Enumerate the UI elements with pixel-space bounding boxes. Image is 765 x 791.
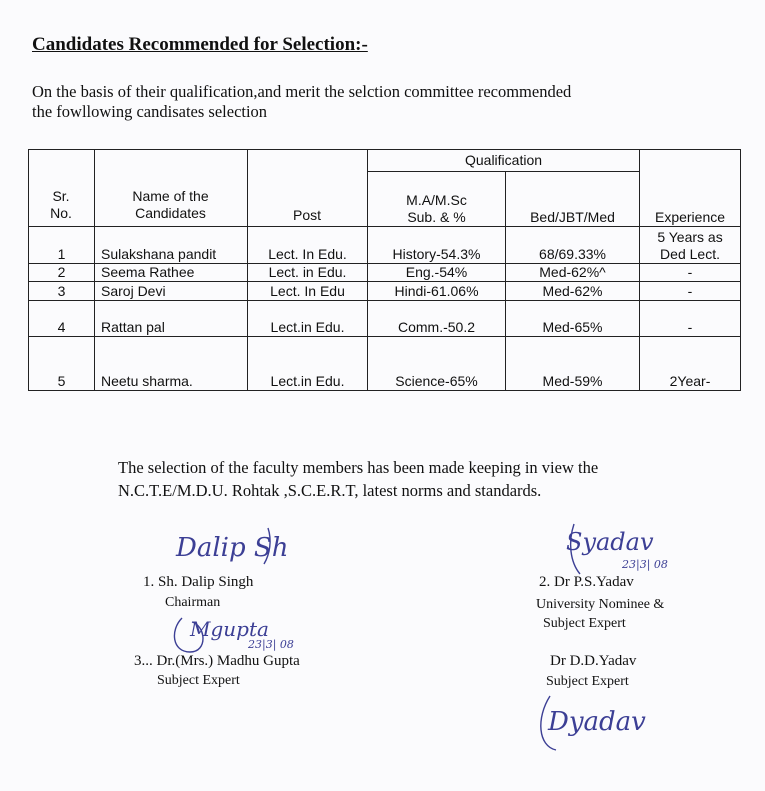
- signatory-2-name: 2. Dr P.S.Yadav: [539, 574, 634, 590]
- signatory-2-role-1: University Nominee &: [536, 597, 665, 612]
- row-4-post: Lect.in Edu.: [248, 301, 368, 337]
- row-3-bed: Med-62%: [506, 282, 640, 301]
- signature-dalip-singh: [172, 520, 312, 572]
- svg-text:23|3| 08: 23|3| 08: [248, 638, 294, 651]
- row-1-sr: 1: [29, 227, 95, 264]
- row-2-name: Seema Rathee: [95, 264, 248, 282]
- closing-line-2: N.C.T.E/M.D.U. Rohtak ,S.C.E.R.T, latest norms and standards.: [118, 481, 542, 500]
- row-4-experience: -: [640, 301, 741, 337]
- row-5-post: Lect.in Edu.: [248, 337, 368, 391]
- header-name-line1: Name of the: [132, 188, 209, 204]
- svg-text:Dalip Sh: Dalip Sh: [176, 533, 289, 563]
- row-5-subject: Science-65%: [368, 337, 506, 391]
- table-row: [29, 282, 741, 301]
- header-sr-line2: No.: [50, 205, 72, 221]
- row-4-name: Rattan pal: [95, 301, 248, 337]
- row-1-experience: [640, 227, 741, 264]
- signature-dd-yadav: [530, 688, 660, 758]
- row-1-subject: History-54.3%: [368, 227, 506, 264]
- header-sr: [28, 188, 94, 222]
- signatory-4-name: Dr D.D.Yadav: [550, 653, 637, 669]
- row-2-sr: 2: [29, 264, 95, 282]
- signatory-2-role-2: Subject Expert: [543, 616, 626, 631]
- row-4-sr: 4: [29, 301, 95, 337]
- signatory-1-name: 1. Sh. Dalip Singh: [143, 574, 254, 590]
- row-2-subject: Eng.-54%: [368, 264, 506, 282]
- signatory-1-role: Chairman: [165, 595, 221, 610]
- row-1-name: Sulakshana pandit: [95, 227, 248, 264]
- row-3-subject: Hindi-61.06%: [368, 282, 506, 301]
- header-experience: [640, 150, 741, 227]
- row-2-bed: Med-62%^: [506, 264, 640, 282]
- row-3-sr: 3: [29, 282, 95, 301]
- closing-line-1: The selection of the faculty members has been made keeping in view the: [118, 458, 599, 477]
- header-sr-line1: Sr.: [52, 188, 70, 204]
- svg-text:Mgupta: Mgupta: [190, 617, 269, 641]
- row-5-name: Neetu sharma.: [95, 337, 248, 391]
- row-1-post: Lect. In Edu.: [248, 227, 368, 264]
- table-row: [29, 337, 741, 391]
- row-4-subject: Comm.-50.2: [368, 301, 506, 337]
- candidates-table: [28, 149, 741, 391]
- row-2-post: Lect. in Edu.: [248, 264, 368, 282]
- header-experience-label: Experience: [654, 209, 726, 225]
- row-1-bed: 68/69.33%: [506, 227, 640, 264]
- row-4-bed: Med-65%: [506, 301, 640, 337]
- document-heading: Candidates Recommended for Selection:-: [32, 34, 368, 55]
- header-subject-line1: M.A/M.Sc: [406, 192, 467, 208]
- row-3-experience: -: [640, 282, 741, 301]
- row-2-experience: -: [640, 264, 741, 282]
- signatory-4-role: Subject Expert: [546, 674, 629, 689]
- row-5-experience: 2Year-: [640, 337, 741, 391]
- intro-line-1: On the basis of their qualification,and merit the selction committee recommended: [32, 82, 572, 101]
- header-post: Post: [292, 207, 321, 223]
- svg-text:Dyadav: Dyadav: [548, 707, 646, 737]
- table-row: [29, 301, 741, 337]
- row-5-sr: 5: [29, 337, 95, 391]
- signatory-3-name: 3... Dr.(Mrs.) Madhu Gupta: [134, 653, 300, 669]
- table-row: [29, 264, 741, 282]
- header-subject-line2: Sub. & %: [407, 209, 466, 225]
- signatory-3-role: Subject Expert: [157, 673, 240, 688]
- table-row: [29, 227, 741, 264]
- header-subject: [368, 172, 506, 227]
- signature-ps-yadav: [560, 512, 690, 582]
- row-3-name: Saroj Devi: [95, 282, 248, 301]
- signature-madhu-gupta: [168, 608, 338, 660]
- row-3-post: Lect. In Edu: [248, 282, 368, 301]
- header-qualification: Qualification: [368, 150, 640, 172]
- svg-text:23|3| 08: 23|3| 08: [622, 558, 668, 571]
- header-bed: Bed/JBT/Med: [506, 172, 640, 227]
- row-1-exp-line1: 5 Years as: [657, 229, 723, 245]
- intro-line-2: the fowllowing candisates selection: [32, 102, 268, 121]
- header-name-line2: Candidates: [135, 205, 206, 221]
- row-5-bed: Med-59%: [506, 337, 640, 391]
- svg-text:Syadav: Syadav: [566, 528, 654, 556]
- header-name: [94, 188, 247, 222]
- row-1-exp-line2: Ded Lect.: [660, 246, 720, 262]
